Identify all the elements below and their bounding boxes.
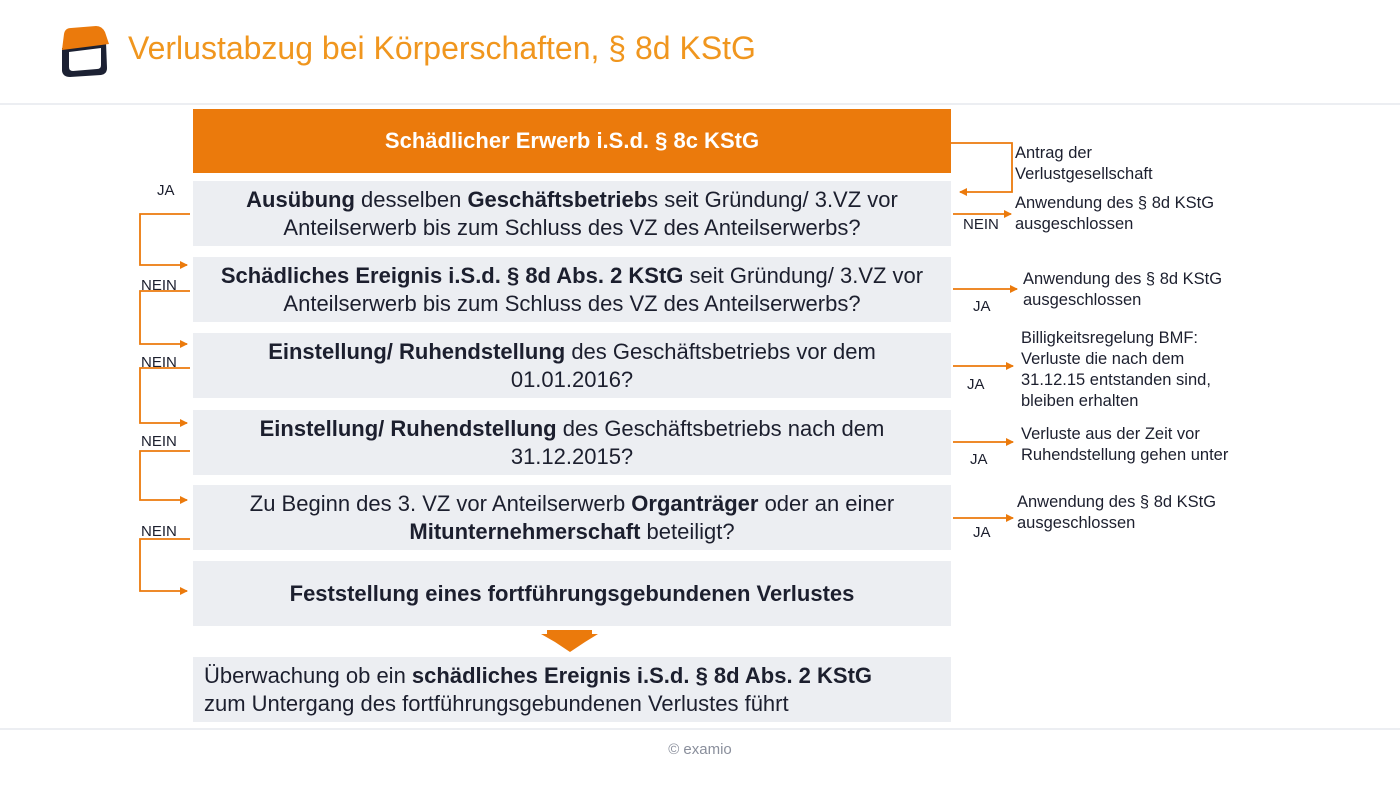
note-antrag: Antrag der Verlustgesellschaft [1015,144,1153,183]
label-nein-left-2: NEIN [141,277,177,294]
label-ja-right-4: JA [970,451,988,468]
label-ja-right-5: JA [973,524,991,541]
note-outcome-4: Verluste aus der Zeit vor Ruhendstellung gehen unter [1021,425,1229,464]
label-ja-right-3: JA [967,376,985,393]
arrow-left-4 [140,451,190,500]
note-outcome-2: Anwendung des § 8d KStG ausgeschlossen [1023,270,1223,309]
page-title: Verlustabzug bei Körperschaften, § 8d KStG [128,30,756,66]
monitoring-text: Überwachung ob ein schädliches Ereignis i.S.d. § 8d Abs. 2 KStG zum Untergang des fortführungsgebundenen Verlustes führt [204,662,873,716]
note-outcome-5: Anwendung des § 8d KStG ausgeschlossen [1017,493,1217,532]
label-ja-1: JA [157,182,175,199]
antrag-loop-arrow [951,143,1012,192]
header-box-label: Schädlicher Erwerb i.S.d. § 8c KStG [384,128,760,153]
footer-divider [0,728,1400,730]
label-ja-right-2: JA [973,298,991,315]
question-4-text: Einstellung/ Ruhendstellung des Geschäftsbetriebs nach dem 31.12.2015? [259,415,885,469]
label-nein-left-5: NEIN [141,523,177,540]
label-nein-right-1: NEIN [963,216,999,233]
label-nein-left-4: NEIN [141,433,177,450]
label-nein-left-3: NEIN [141,354,177,371]
question-2-text: Schädliches Ereignis i.S.d. § 8d Abs. 2 KStG seit Gründung/ 3.VZ vor Anteilserwerb bis zum Schluss des VZ des Anteilserwerbs? [220,262,924,316]
note-outcome-1: Anwendung des § 8d KStG ausgeschlossen [1015,194,1215,233]
result-box-label: Feststellung eines fortführungsgebundenen Verlustes [289,580,855,606]
question-1-text: Ausübung desselben Geschäftsbetriebs seit Gründung/ 3.VZ vor Anteilserwerb bis zum Schluss des VZ des Anteilserwerbs? [246,186,898,240]
note-outcome-3: Billigkeitsregelung BMF: Verluste die nach dem 31.12.15 entstanden sind, bleiben erhalten [1021,329,1211,410]
arrow-left-2 [140,291,190,344]
arrow-left-5 [140,539,190,591]
arrow-left-3 [140,368,190,423]
question-3-text: Einstellung/ Ruhendstellung des Geschäftsbetriebs vor dem 01.01.2016? [268,338,876,392]
question-5-text: Zu Beginn des 3. VZ vor Anteilserwerb Organträger oder an einer Mitunternehmerschaft beteiligt? [249,490,895,544]
arrow-left-1 [140,214,190,265]
copyright-footer: © examio [668,741,732,758]
